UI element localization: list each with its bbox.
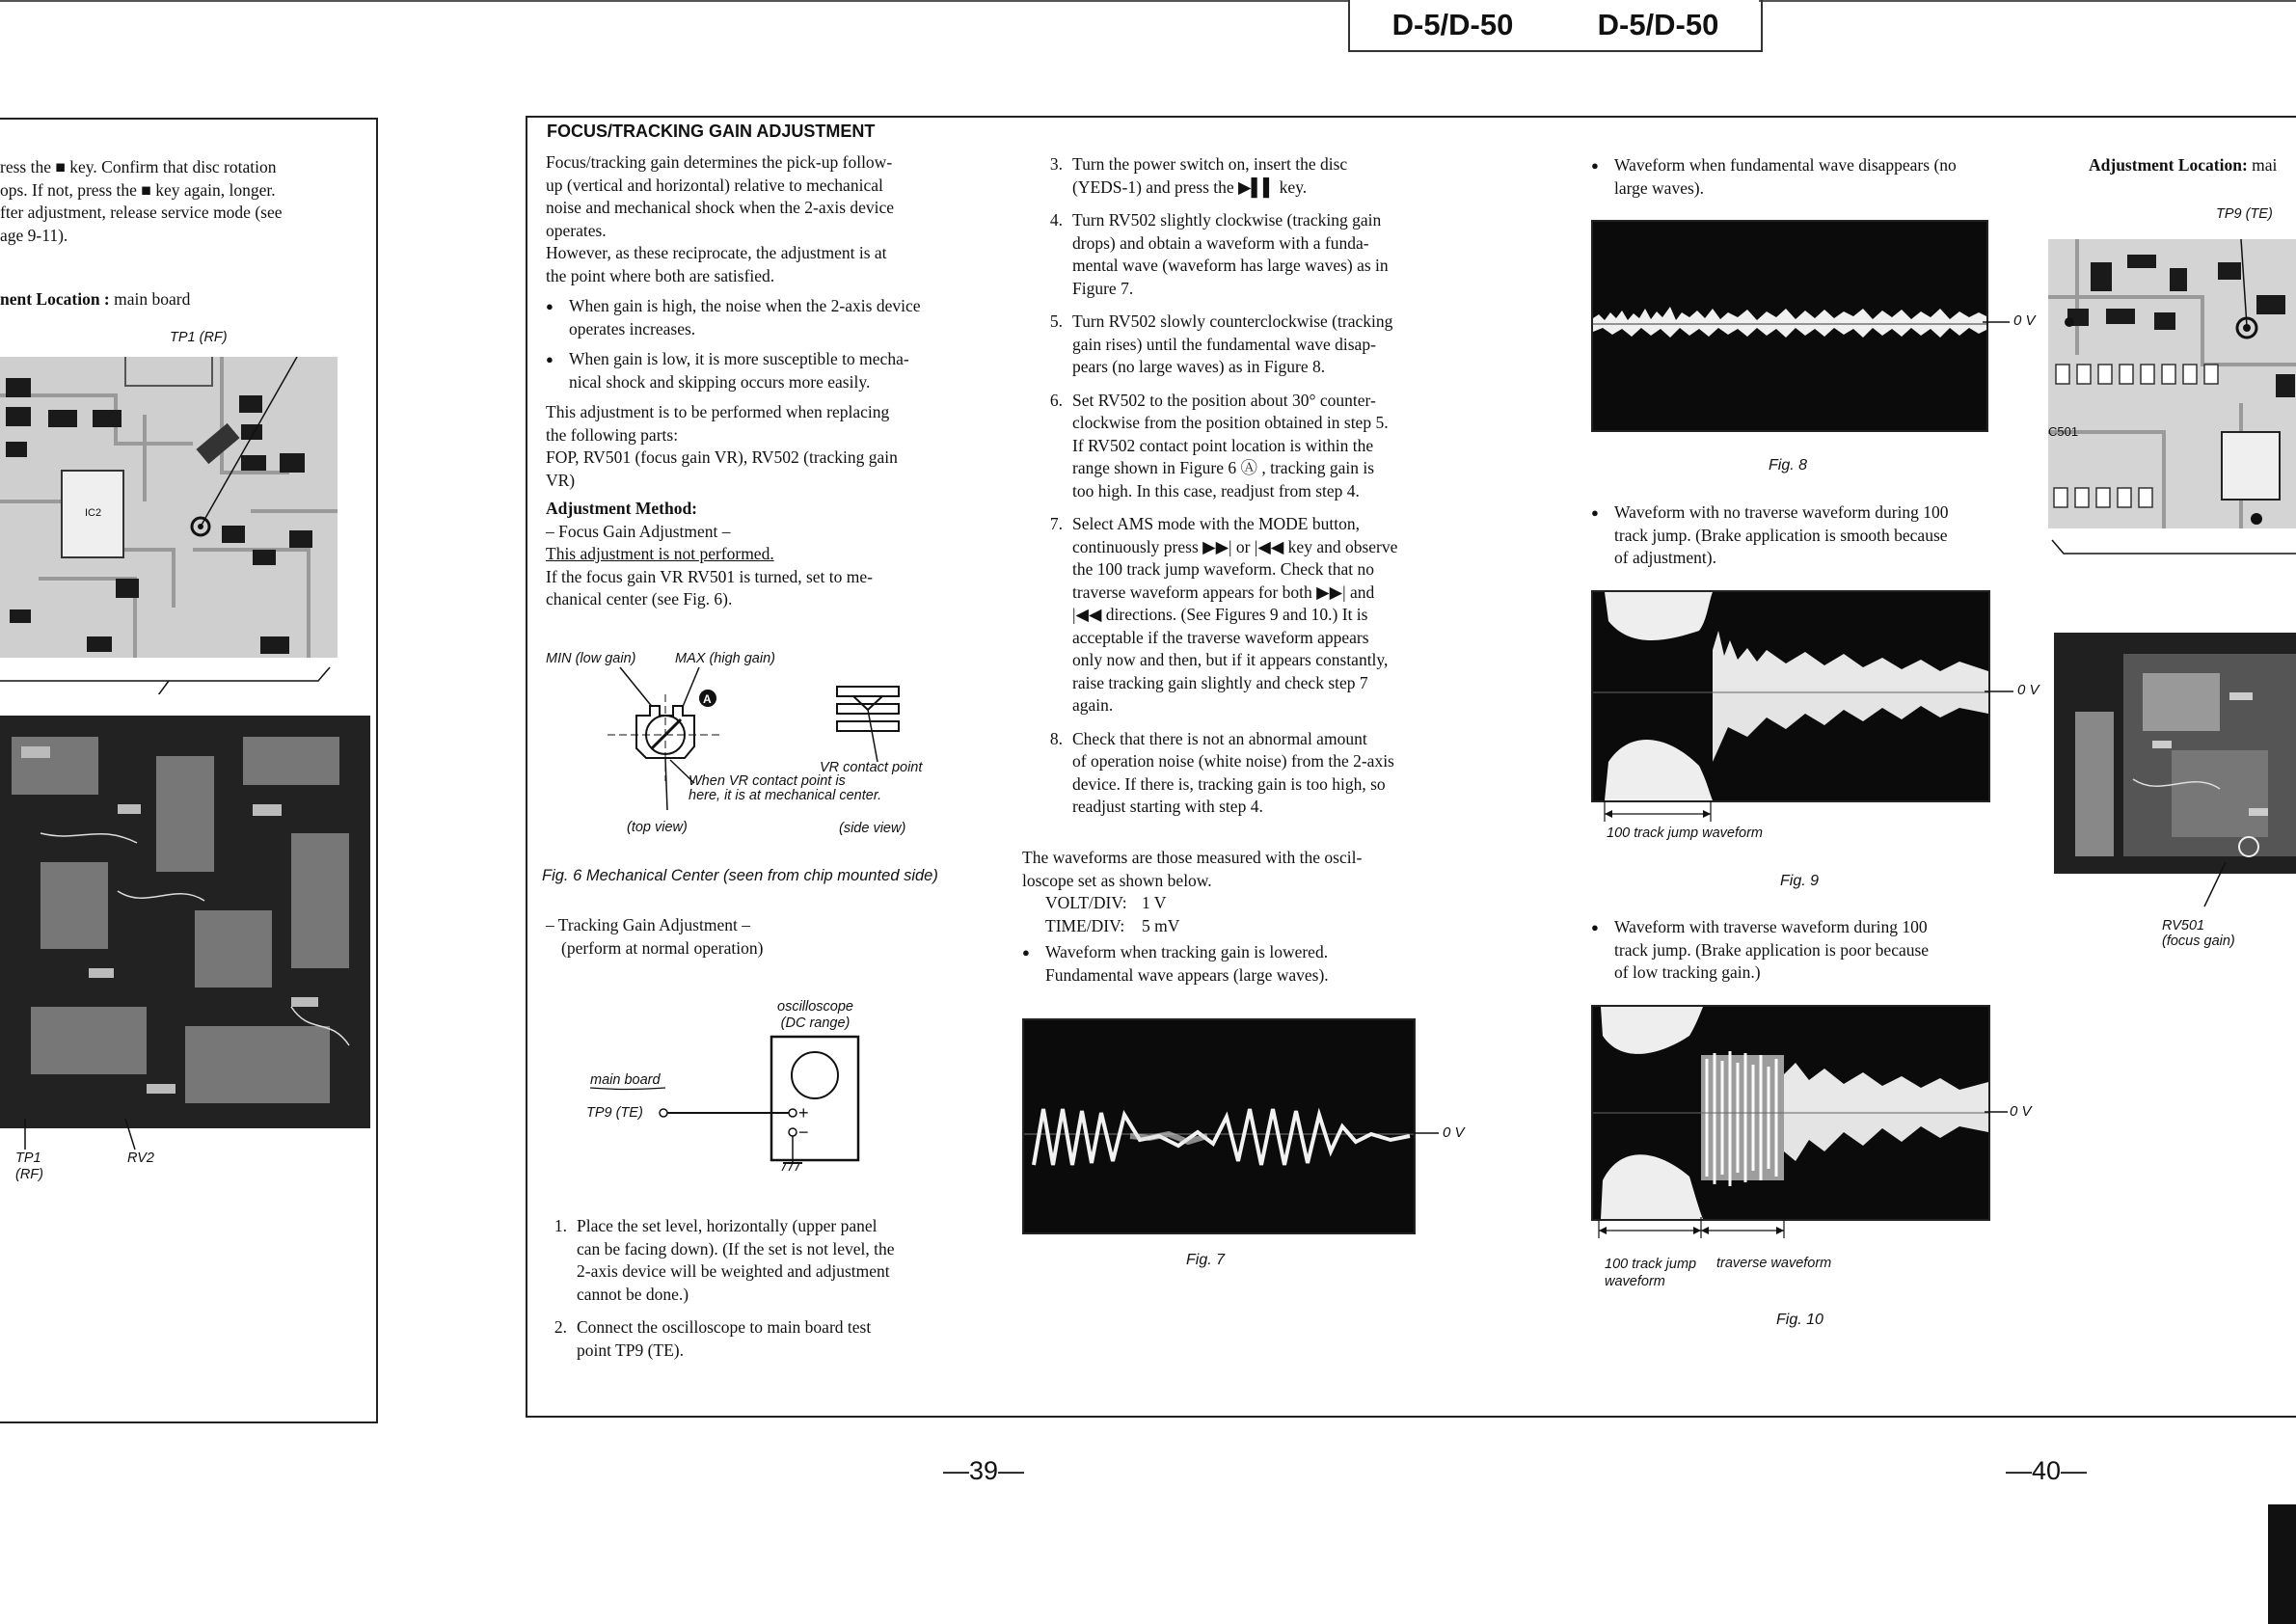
right-board-diagram <box>2048 239 2296 528</box>
fig7-caption: Fig. 7 <box>1186 1252 1226 1268</box>
step-1-line-3: 2-axis device will be weighted and adjustment <box>577 1261 890 1281</box>
volt-setting <box>1022 892 1446 915</box>
left-board-photo <box>0 716 370 1128</box>
fig7-bullet-line-1: ● Waveform when tracking gain is lowered. <box>1045 942 1329 961</box>
step-4-number: 4. <box>1049 210 1063 230</box>
measure-block <box>1022 847 1446 987</box>
fig8-bullet-line-2: large waves). <box>1614 177 1704 198</box>
gain-high-line-2: operates increases. <box>569 318 696 338</box>
fig6-when-line-1: When VR contact point is <box>689 773 846 789</box>
time-label: TIME/DIV: <box>1045 915 1125 935</box>
right-rv501-label: RV501 <box>2162 918 2205 934</box>
tracking-section <box>546 914 763 960</box>
gain-low-line-1: ● When gain is low, it is more susceptible to mecha- <box>569 349 909 368</box>
intro-line-4: operates. <box>546 220 607 240</box>
svg-text:IC2: IC2 <box>85 507 102 519</box>
fig8-caption: Fig. 8 <box>1769 457 1808 474</box>
fig8-waveform <box>1593 222 1986 430</box>
left-photo-svg <box>2 717 368 1126</box>
step-6-line-4: range shown in Figure 6 Ⓐ , tracking gain is <box>1072 458 1375 477</box>
board-label: main board <box>590 1072 661 1088</box>
gain-low-bullet <box>546 348 966 393</box>
tracking-sub: (perform at normal operation) <box>561 937 764 958</box>
right-location-label: Adjustment Location: <box>2089 155 2248 175</box>
step-7-line-6: acceptable if the traverse waveform appears <box>1072 627 1369 647</box>
right-rv501 <box>2162 918 2235 949</box>
fig6-side-view: (side view) <box>839 821 906 836</box>
osc-label <box>777 999 853 1032</box>
right-c501-label: C501 <box>2048 424 2079 439</box>
fig10-bullet-line-3: of low tracking gain.) <box>1614 962 1761 982</box>
fig7-bullet <box>1022 941 1446 987</box>
intro-line-2: up (vertical and horizontal) relative to mechanical <box>546 175 883 195</box>
fig10-scope <box>1591 1005 1990 1221</box>
fig9-caption: Fig. 9 <box>1780 873 1820 889</box>
intro-line-5: However, as these reciprocate, the adjustment is at <box>546 243 887 262</box>
model-label-a: D-5/D-50 <box>1391 8 1514 41</box>
fig10-bullet-line-1: ● Waveform with traverse waveform during 100 <box>1614 917 1928 936</box>
page-number-left: —39— <box>943 1456 1025 1485</box>
left-line-2: ops. If not, press the ■ key again, longer. <box>0 179 276 200</box>
step-5-number: 5. <box>1049 311 1063 331</box>
fig10-bullet-line-2: track jump. (Brake application is poor because <box>1614 939 1930 960</box>
fig9-bullet-item <box>1591 501 2015 570</box>
intro-line-6: the point where both are satisfied. <box>546 265 775 285</box>
step-3-line-2: (YEDS-1) and press the ▶▌▌ key. <box>1072 176 1308 197</box>
fig8-zero-v: 0 V <box>2013 312 2036 329</box>
gain-high-line-1: ● When gain is high, the noise when the 2-axis device <box>569 296 921 315</box>
method-title: Adjustment Method: <box>546 499 698 518</box>
left-line-1: ress the ■ key. Confirm that disc rotation <box>0 157 277 176</box>
step-6-line-3: If RV502 contact point location is within the <box>1072 435 1374 455</box>
focus-title: – Focus Gain Adjustment – <box>546 521 731 541</box>
step-2-line-1: Connect the oscilloscope to main board test <box>577 1317 872 1337</box>
right-photo-leader <box>2179 862 2237 910</box>
header-rule-right <box>1759 0 2296 2</box>
step-4-line-3: mental wave (waveform has large waves) as in <box>1072 256 1389 275</box>
steps-column-2 <box>1032 153 1446 829</box>
fig9-bullet-line-1: ● Waveform with no traverse waveform during 100 <box>1614 502 1949 522</box>
step-2-number: 2. <box>554 1317 567 1337</box>
intro-line-1: Focus/tracking gain determines the pick-up follow- <box>546 152 893 172</box>
step-1-line-4: cannot be done.) <box>577 1284 689 1304</box>
fig9-waveform <box>1593 592 1988 800</box>
left-location-value: main board <box>114 289 191 309</box>
tracking-title: – Tracking Gain Adjustment – <box>546 915 750 934</box>
step-3 <box>1032 153 1446 199</box>
replace-line-2: the following parts: <box>546 424 679 445</box>
step-4-line-2: drops) and obtain a waveform with a funda- <box>1072 232 1369 253</box>
measure-line-2: loscope set as shown below. <box>1022 870 1212 890</box>
step-8-line-3: device. If there is, tracking gain is too high, so <box>1072 773 1386 794</box>
step-3-line-1: Turn the power switch on, insert the disc <box>1072 154 1348 174</box>
fig7-scope <box>1022 1018 1416 1234</box>
right-bracket <box>2048 538 2296 567</box>
svg-text:+: + <box>798 1103 809 1123</box>
model-header <box>1348 0 1763 52</box>
fig10-bullet <box>1591 916 2015 985</box>
right-edge-tab <box>2268 1504 2296 1624</box>
volt-value: 1 V <box>1142 893 1167 912</box>
time-value: 5 mV <box>1142 915 1180 935</box>
step-6-number: 6. <box>1049 390 1063 410</box>
header-rule-left <box>0 0 1348 2</box>
step-5-line-1: Turn RV502 slowly counterclockwise (tracking <box>1072 311 1393 331</box>
right-photo-svg <box>2056 635 2296 872</box>
fig6-caption: Fig. 6 Mechanical Center (seen from chip mounted side) <box>542 867 938 884</box>
left-tp1-bottom <box>15 1150 43 1183</box>
step-8 <box>1032 728 1446 819</box>
focus-note-1: If the focus gain VR RV501 is turned, set to me- <box>546 566 873 586</box>
step-8-line-1: Check that there is not an abnormal amount <box>1072 728 1367 748</box>
fig6-top-view: (top view) <box>627 820 688 835</box>
step-6-line-1: Set RV502 to the position about 30° counter- <box>1072 390 1376 410</box>
step-5 <box>1032 311 1446 379</box>
right-tp9-label: TP9 (TE) <box>2216 206 2273 222</box>
svg-text:A: A <box>703 692 712 706</box>
fig9-scope <box>1591 590 1990 802</box>
step-7-line-7: only now and then, but if it appears constantly, <box>1072 650 1389 669</box>
gain-high-bullet <box>546 295 966 340</box>
step-8-number: 8. <box>1049 728 1063 748</box>
left-tp1-bottom-sub: (RF) <box>15 1167 43 1182</box>
step-8-line-4: readjust starting with step 4. <box>1072 797 1263 816</box>
step-1-number: 1. <box>554 1216 567 1235</box>
focus-note-2: chanical center (see Fig. 6). <box>546 589 733 609</box>
fig8-bullet <box>1591 154 2015 200</box>
right-location-value: mai <box>2252 155 2278 175</box>
step-5-line-2: gain rises) until the fundamental wave disap- <box>1072 334 1376 354</box>
right-rv501-sub: (focus gain) <box>2162 934 2235 949</box>
step-7-line-5: |◀◀ directions. (See Figures 9 and 10.) It is <box>1072 605 1368 624</box>
scope-connection-diagram <box>579 1032 887 1177</box>
step-7-line-3: the 100 track jump waveform. Check that no <box>1072 559 1374 579</box>
fig9-label: 100 track jump waveform <box>1607 826 1763 841</box>
fig8-bullet-item <box>1591 154 2015 200</box>
fig10-caption: Fig. 10 <box>1776 1312 1823 1328</box>
osc-label-line-1: oscilloscope <box>777 999 853 1015</box>
left-line-4: age 9-11). <box>0 225 68 245</box>
fig9-dimension-marker <box>1601 800 1736 824</box>
left-board-diagram <box>0 357 338 658</box>
left-tp1-label: TP1 (RF) <box>170 330 228 345</box>
left-fragment-text <box>0 156 359 247</box>
step-4 <box>1032 209 1446 300</box>
fig7-waveform <box>1024 1020 1414 1232</box>
not-performed: This adjustment is not performed. <box>546 544 774 563</box>
tp9-label: TP9 (TE) <box>586 1105 643 1121</box>
left-rv2-label: RV2 <box>127 1150 154 1166</box>
step-7-number: 7. <box>1049 514 1063 533</box>
step-7 <box>1032 513 1446 717</box>
fig6-when-line-2: here, it is at mechanical center. <box>689 788 882 803</box>
fig7-zero-v: 0 V <box>1443 1124 1465 1141</box>
left-board-svg <box>0 357 338 658</box>
step-7-line-9: again. <box>1072 695 1114 715</box>
fig9-zero-v: 0 V <box>2017 682 2039 698</box>
replace-line-3: FOP, RV501 (focus gain VR), RV502 (tracking gain <box>546 447 898 467</box>
left-line-3: fter adjustment, release service mode (see <box>0 203 283 222</box>
step-7-line-2: continuously press ▶▶| or |◀◀ key and observe <box>1072 536 1398 556</box>
step-8-line-2: of operation noise (white noise) from the 2-axis <box>1072 751 1394 771</box>
fig9-bullet-line-3: of adjustment). <box>1614 548 1716 567</box>
section-title: FOCUS/TRACKING GAIN ADJUSTMENT <box>547 122 876 141</box>
fig6-max-label: MAX (high gain) <box>675 651 775 666</box>
left-tp1-bottom-label: TP1 <box>15 1150 41 1166</box>
replace-line-1: This adjustment is to be performed when replacing <box>546 402 890 421</box>
right-board-svg <box>2048 239 2296 528</box>
step-6-line-5: too high. In this case, readjust from step 4. <box>1072 480 1360 501</box>
step-1-line-2: can be facing down). (If the set is not level, the <box>577 1238 895 1259</box>
left-location-label: nent Location : <box>0 289 110 309</box>
fig8-bullet-line-1: ● Waveform when fundamental wave disappears (no <box>1614 155 1957 175</box>
fig9-bullet <box>1591 501 2015 570</box>
step-7-line-1: Select AMS mode with the MODE button, <box>1072 514 1360 533</box>
left-location <box>0 288 190 311</box>
fig10-label-a-line-1: 100 track jump <box>1605 1257 1697 1272</box>
fig10-label-a <box>1605 1256 1696 1290</box>
page-number-right: —40— <box>2006 1456 2088 1485</box>
fig10-bullet-item <box>1591 916 2015 985</box>
fig6-contact-label: VR contact point <box>820 760 923 775</box>
fig6-min-label: MIN (low gain) <box>546 651 636 666</box>
step-6-line-2: clockwise from the position obtained in step 5. <box>1072 413 1389 432</box>
replace-line-4: VR) <box>546 470 576 490</box>
fig8-scope <box>1591 220 1988 432</box>
step-4-line-1: Turn RV502 slightly clockwise (tracking gain <box>1072 210 1382 230</box>
fig10-dimension-marker <box>1595 1217 1807 1240</box>
fig7-bullet-line-2: Fundamental wave appears (large waves). <box>1045 964 1329 985</box>
left-bracket <box>0 665 338 694</box>
step-7-line-4: traverse waveform appears for both ▶▶| and <box>1072 582 1375 602</box>
right-location <box>2089 154 2277 177</box>
fig10-label-b: traverse waveform <box>1716 1256 1832 1271</box>
step-1-line-1: Place the set level, horizontally (upper panel <box>577 1216 878 1235</box>
measure-line-1: The waveforms are those measured with the oscil- <box>1022 848 1363 867</box>
step-5-line-3: pears (no large waves) as in Figure 8. <box>1072 357 1326 376</box>
fig9-bullet-line-2: track jump. (Brake application is smooth because <box>1614 525 1948 545</box>
column-1 <box>546 151 966 611</box>
step-3-number: 3. <box>1049 154 1063 174</box>
time-setting <box>1022 915 1446 938</box>
step-1 <box>536 1215 957 1306</box>
fig6-diagram <box>588 665 993 829</box>
fig10-zero-v: 0 V <box>2010 1103 2032 1120</box>
gain-low-line-2: nical shock and skipping occurs more easily. <box>569 371 871 392</box>
step-2-line-2: point TP9 (TE). <box>577 1340 684 1360</box>
osc-label-line-2: (DC range) <box>780 1015 851 1031</box>
step-4-line-4: Figure 7. <box>1072 278 1134 298</box>
step-2 <box>536 1316 957 1362</box>
right-board-photo <box>2054 633 2296 874</box>
step-7-line-8: raise tracking gain slightly and check step 7 <box>1072 672 1368 692</box>
model-label-b: D-5/D-50 <box>1597 8 1719 41</box>
intro-line-3: noise and mechanical shock when the 2-axis device <box>546 198 895 217</box>
steps-column-1 <box>536 1215 957 1372</box>
fig10-label-a-line-2: waveform <box>1605 1274 1665 1289</box>
volt-label: VOLT/DIV: <box>1045 893 1127 912</box>
fig6-when-label <box>689 774 881 803</box>
replace-parts <box>546 401 966 492</box>
fig10-waveform <box>1593 1007 1988 1219</box>
step-6 <box>1032 390 1446 503</box>
svg-text:−: − <box>798 1123 809 1142</box>
